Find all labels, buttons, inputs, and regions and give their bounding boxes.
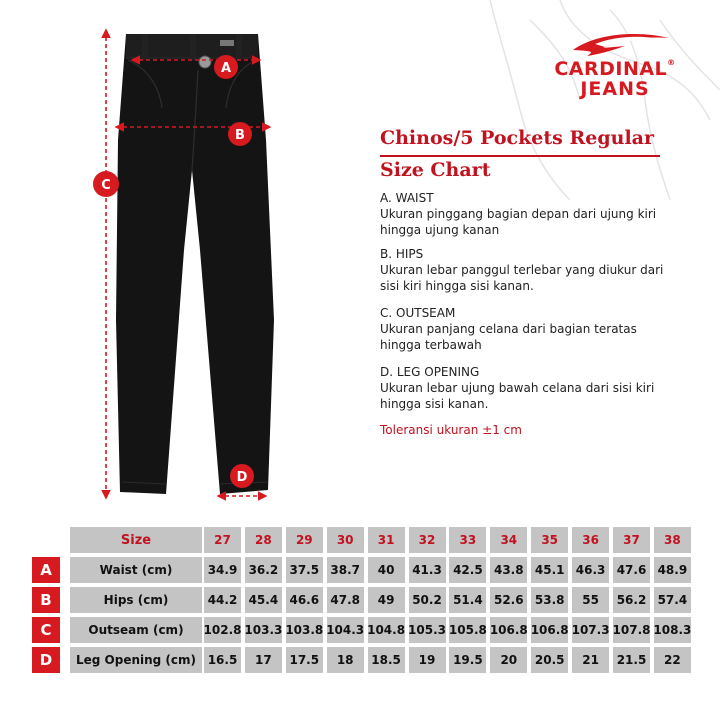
brand-name-line1: CARDINAL [554,58,668,80]
table-cell: 43.8 [490,557,527,583]
desc-waist-head: A. WAIST [380,191,434,205]
table-cell: 106.8 [490,617,527,643]
table-cell: 105.8 [449,617,486,643]
row-marker: D [32,647,60,673]
table-cell: 36.2 [245,557,282,583]
table-cell: 37.5 [286,557,323,583]
table-cell: 48.9 [654,557,691,583]
brand-name-line2: JEANS [580,78,650,100]
table-cell: 16.5 [204,647,241,673]
table-cell: 52.6 [490,587,527,613]
size-header-cell: 31 [368,527,405,553]
desc-leg-opening-head: D. LEG OPENING [380,365,480,379]
desc-hips [380,246,680,294]
table-cell: 22 [654,647,691,673]
table-cell: 45.4 [245,587,282,613]
size-header-label: Size [70,527,202,553]
table-cell: 56.2 [613,587,650,613]
table-cell: 107.8 [613,617,650,643]
size-header-cell: 30 [327,527,364,553]
table-cell: 104.8 [368,617,405,643]
title-divider [380,155,660,157]
row-marker: B [32,587,60,613]
brand-logo [540,30,690,100]
table-cell: 38.7 [327,557,364,583]
table-cell: 104.3 [327,617,364,643]
row-label: Leg Opening (cm) [70,647,202,673]
table-cell: 40 [368,557,405,583]
table-cell: 103.8 [286,617,323,643]
table-cell: 50.2 [409,587,446,613]
size-header-cell: 37 [613,527,650,553]
table-cell: 47.6 [613,557,650,583]
size-header-cell: 36 [572,527,609,553]
table-cell: 107.3 [572,617,609,643]
pants-illustration [80,20,380,520]
desc-waist [380,190,680,238]
table-cell: 106.8 [531,617,568,643]
table-cell: 105.3 [409,617,446,643]
row-label: Hips (cm) [70,587,202,613]
table-cell: 102.8 [204,617,241,643]
table-cell: 53.8 [531,587,568,613]
table-cell: 45.1 [531,557,568,583]
size-header-cell: 33 [449,527,486,553]
row-marker: A [32,557,60,583]
marker-c-label: C [101,178,111,193]
table-cell: 44.2 [204,587,241,613]
table-cell: 18 [327,647,364,673]
desc-waist-body: Ukuran pinggang bagian depan dari ujung kiri hingga ujung kanan [380,207,657,237]
table-cell: 46.6 [286,587,323,613]
table-cell: 49 [368,587,405,613]
desc-hips-body: Ukuran lebar panggul terlebar yang diukur dari sisi kiri hingga sisi kanan. [380,263,664,293]
desc-hips-head: B. HIPS [380,247,424,261]
size-header-cell: 34 [490,527,527,553]
cardinal-bird-icon [565,30,675,58]
table-cell: 20.5 [531,647,568,673]
table-cell: 57.4 [654,587,691,613]
registered-mark: ® [667,58,676,67]
table-cell: 21 [572,647,609,673]
row-label: Waist (cm) [70,557,202,583]
desc-leg-opening [380,364,680,412]
desc-leg-opening-body: Ukuran lebar ujung bawah celana dari sisi kiri hingga sisi kanan. [380,381,655,411]
size-chart-title: Size Chart [380,159,491,181]
table-cell: 20 [490,647,527,673]
table-cell: 18.5 [368,647,405,673]
table-cell: 19.5 [449,647,486,673]
product-title: Chinos/5 Pockets Regular [380,127,654,149]
desc-outseam [380,305,680,353]
table-cell: 42.5 [449,557,486,583]
tolerance-note: Toleransi ukuran ±1 cm [380,423,522,437]
marker-b-label: B [235,128,245,143]
row-marker: C [32,617,60,643]
size-header-cell: 27 [204,527,241,553]
marker-d-label: D [236,470,248,485]
table-cell: 17 [245,647,282,673]
table-cell: 17.5 [286,647,323,673]
table-cell: 19 [409,647,446,673]
size-header-cell: 29 [286,527,323,553]
pants-shape [116,34,274,494]
size-header-cell: 38 [654,527,691,553]
marker-a-label: A [220,61,232,76]
table-cell: 51.4 [449,587,486,613]
table-cell: 103.3 [245,617,282,643]
table-cell: 21.5 [613,647,650,673]
table-cell: 34.9 [204,557,241,583]
table-cell: 55 [572,587,609,613]
size-header-cell: 35 [531,527,568,553]
size-header-cell: 28 [245,527,282,553]
desc-outseam-body: Ukuran panjang celana dari bagian teratas hingga terbawah [380,322,637,352]
table-cell: 41.3 [409,557,446,583]
size-header-cell: 32 [409,527,446,553]
table-cell: 46.3 [572,557,609,583]
desc-outseam-head: C. OUTSEAM [380,306,456,320]
row-label: Outseam (cm) [70,617,202,643]
table-cell: 108.3 [654,617,691,643]
table-cell: 47.8 [327,587,364,613]
